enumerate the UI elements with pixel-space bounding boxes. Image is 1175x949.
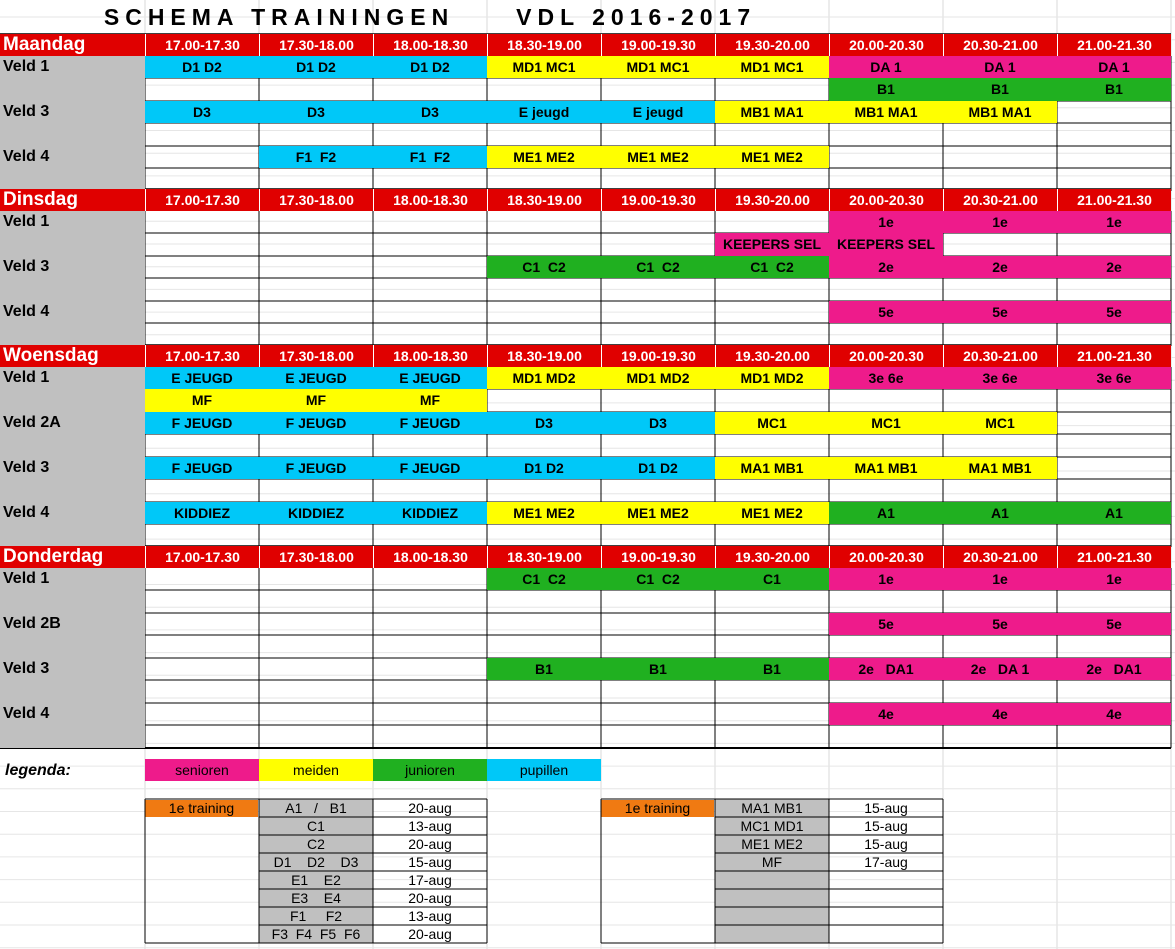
training-slot[interactable]: D1 D2 xyxy=(601,457,715,479)
time-slot-header: 18.00-18.30 xyxy=(373,189,487,211)
training-slot[interactable]: 4e xyxy=(943,703,1057,725)
time-slot-header: 17.00-17.30 xyxy=(145,345,259,367)
training-slot[interactable]: F JEUGD xyxy=(145,457,259,479)
first-training-label: 1e training xyxy=(601,800,714,817)
training-slot[interactable]: 5e xyxy=(943,613,1057,635)
time-slot-header: 17.30-18.00 xyxy=(259,345,373,367)
training-slot[interactable]: B1 xyxy=(487,658,601,680)
training-slot[interactable]: F JEUGD xyxy=(145,412,259,434)
time-slot-header: 19.30-20.00 xyxy=(715,345,829,367)
training-slot[interactable]: ME1 ME2 xyxy=(715,146,829,168)
training-slot[interactable]: KIDDIEZ xyxy=(145,502,259,524)
time-slot-header: 20.00-20.30 xyxy=(829,345,943,367)
training-slot[interactable]: 3e 6e xyxy=(829,367,943,389)
time-slot-header: 19.00-19.30 xyxy=(601,34,715,56)
training-slot[interactable]: 2e DA1 xyxy=(1057,658,1171,680)
training-slot[interactable]: MF xyxy=(373,389,487,412)
legend-label: legenda: xyxy=(5,762,71,779)
time-slot-header: 17.30-18.00 xyxy=(259,189,373,211)
training-slot[interactable]: 1e xyxy=(1057,568,1171,590)
training-slot[interactable]: D3 xyxy=(487,412,601,434)
training-slot[interactable]: MD1 MD2 xyxy=(487,367,601,389)
training-slot[interactable]: D1 D2 xyxy=(145,56,259,78)
teams-cell: F1 F2 xyxy=(289,908,343,924)
day-title-maandag: Maandag xyxy=(0,34,145,56)
training-slot[interactable]: MF xyxy=(145,389,259,412)
day-title-woensdag: Woensdag xyxy=(0,345,145,367)
training-slot[interactable]: MF xyxy=(259,389,373,412)
teams-cell: F3 F4 F5 F6 xyxy=(271,926,361,942)
legend-item-pupillen: pupillen xyxy=(487,759,601,781)
time-slot-header: 19.00-19.30 xyxy=(601,546,715,568)
teams-cell: MA1 MB1 xyxy=(741,800,803,816)
training-slot[interactable]: 2e DA 1 xyxy=(943,658,1057,680)
veld-label: Veld 2B xyxy=(3,615,61,632)
training-slot[interactable]: KEEPERS SEL xyxy=(829,233,943,256)
time-slot-header: 21.00-21.30 xyxy=(1057,345,1171,367)
time-slot-header: 20.30-21.00 xyxy=(943,345,1057,367)
time-slot-header: 18.00-18.30 xyxy=(373,34,487,56)
day-title-donderdag: Donderdag xyxy=(0,546,145,568)
sheet-title: SCHEMA TRAININGEN VDL 2016-2017 xyxy=(103,4,757,30)
training-slot[interactable]: KEEPERS SEL xyxy=(715,233,829,256)
training-slot[interactable]: DA 1 xyxy=(1057,56,1171,78)
time-slot-header: 18.30-19.00 xyxy=(487,34,601,56)
legend-item-senioren: senioren xyxy=(145,759,259,781)
time-slot-header: 20.30-21.00 xyxy=(943,189,1057,211)
training-slot[interactable]: B1 xyxy=(829,78,943,101)
training-slot[interactable]: KIDDIEZ xyxy=(259,502,373,524)
training-slot[interactable]: F JEUGD xyxy=(373,457,487,479)
time-slot-header: 21.00-21.30 xyxy=(1057,189,1171,211)
teams-cell: C2 xyxy=(307,836,325,852)
time-slot-header: 20.30-21.00 xyxy=(943,34,1057,56)
teams-cell: E3 E4 xyxy=(291,890,341,906)
training-slot[interactable]: F1 F2 xyxy=(259,146,373,168)
training-slot[interactable]: MA1 MB1 xyxy=(943,457,1057,479)
training-slot[interactable]: 1e xyxy=(943,211,1057,233)
veld-label: Veld 1 xyxy=(3,58,50,75)
training-slot[interactable]: ME1 ME2 xyxy=(715,502,829,524)
training-slot[interactable]: MD1 MC1 xyxy=(487,56,601,78)
date-cell: 20-aug xyxy=(408,926,452,942)
veld-label: Veld 4 xyxy=(3,148,50,165)
time-slot-header: 19.00-19.30 xyxy=(601,345,715,367)
training-slot[interactable]: DA 1 xyxy=(943,56,1057,78)
time-slot-header: 17.00-17.30 xyxy=(145,546,259,568)
training-slot[interactable]: B1 xyxy=(601,658,715,680)
training-slot[interactable]: MC1 xyxy=(715,412,829,434)
veld-label: Veld 3 xyxy=(3,103,50,120)
training-slot[interactable]: C1 C2 xyxy=(487,568,601,590)
teams-cell: MC1 MD1 xyxy=(740,818,804,834)
training-slot[interactable]: D3 xyxy=(145,101,259,123)
time-slot-header: 18.30-19.00 xyxy=(487,345,601,367)
training-slot[interactable]: A1 xyxy=(829,502,943,524)
training-slot[interactable]: ME1 ME2 xyxy=(601,502,715,524)
training-slot[interactable]: A1 xyxy=(1057,502,1171,524)
time-slot-header: 20.00-20.30 xyxy=(829,189,943,211)
time-slot-header: 18.30-19.00 xyxy=(487,189,601,211)
time-slot-header: 19.30-20.00 xyxy=(715,34,829,56)
time-slot-header: 21.00-21.30 xyxy=(1057,546,1171,568)
teams-cell: MF xyxy=(761,854,783,870)
time-slot-header: 18.00-18.30 xyxy=(373,345,487,367)
teams-cell: D1 D2 D3 xyxy=(273,854,359,870)
training-slot[interactable]: B1 xyxy=(715,658,829,680)
training-slot[interactable]: MD1 MD2 xyxy=(601,367,715,389)
veld-label: Veld 1 xyxy=(3,570,50,587)
date-cell: 17-aug xyxy=(408,872,452,888)
training-slot[interactable]: F JEUGD xyxy=(259,412,373,434)
training-slot[interactable]: 5e xyxy=(943,301,1057,323)
training-slot[interactable]: MD1 MD2 xyxy=(715,367,829,389)
training-slot[interactable]: B1 xyxy=(943,78,1057,101)
training-slot[interactable]: 1e xyxy=(943,568,1057,590)
time-slot-header: 20.00-20.30 xyxy=(829,34,943,56)
time-slot-header: 19.30-20.00 xyxy=(715,546,829,568)
date-cell: 15-aug xyxy=(864,800,908,816)
training-slot[interactable]: MD1 MC1 xyxy=(715,56,829,78)
training-slot[interactable]: C1 C2 xyxy=(601,568,715,590)
date-cell: 20-aug xyxy=(408,836,452,852)
training-slot[interactable]: 2e xyxy=(829,256,943,278)
date-cell: 15-aug xyxy=(864,836,908,852)
teams-cell: E1 E2 xyxy=(291,872,341,888)
time-slot-header: 19.30-20.00 xyxy=(715,189,829,211)
training-slot[interactable]: B1 xyxy=(1057,78,1171,101)
training-slot[interactable]: 3e 6e xyxy=(943,367,1057,389)
training-slot[interactable]: E jeugd xyxy=(487,101,601,123)
date-cell: 13-aug xyxy=(408,818,452,834)
veld-label: Veld 4 xyxy=(3,705,50,722)
training-slot[interactable]: MB1 MA1 xyxy=(943,101,1057,123)
training-slot[interactable]: 1e xyxy=(829,568,943,590)
time-slot-header: 18.00-18.30 xyxy=(373,546,487,568)
training-slot[interactable]: C1 xyxy=(715,568,829,590)
date-cell: 15-aug xyxy=(408,854,452,870)
training-slot[interactable]: D1 D2 xyxy=(259,56,373,78)
training-slot[interactable]: 5e xyxy=(829,613,943,635)
teams-cell: ME1 ME2 xyxy=(741,836,803,852)
training-slot[interactable]: MA1 MB1 xyxy=(829,457,943,479)
training-slot[interactable]: 2e xyxy=(1057,256,1171,278)
training-slot[interactable]: 2e xyxy=(943,256,1057,278)
training-slot[interactable]: E jeugd xyxy=(601,101,715,123)
date-cell: 20-aug xyxy=(408,800,452,816)
time-slot-header: 19.00-19.30 xyxy=(601,189,715,211)
training-slot[interactable]: D1 D2 xyxy=(487,457,601,479)
time-slot-header: 18.30-19.00 xyxy=(487,546,601,568)
training-slot[interactable]: D3 xyxy=(259,101,373,123)
training-slot[interactable]: 1e xyxy=(1057,211,1171,233)
date-cell: 15-aug xyxy=(864,818,908,834)
training-slot[interactable]: E JEUGD xyxy=(145,367,259,389)
veld-label: Veld 3 xyxy=(3,258,50,275)
training-slot[interactable]: E JEUGD xyxy=(373,367,487,389)
training-slot[interactable]: C1 C2 xyxy=(601,256,715,278)
training-slot[interactable]: ME1 ME2 xyxy=(601,146,715,168)
time-slot-header: 17.00-17.30 xyxy=(145,34,259,56)
training-slot[interactable]: C1 C2 xyxy=(715,256,829,278)
legend-item-meiden: meiden xyxy=(259,759,373,781)
training-slot[interactable]: A1 xyxy=(943,502,1057,524)
training-slot[interactable]: MC1 xyxy=(829,412,943,434)
veld-label: Veld 1 xyxy=(3,369,50,386)
training-slot[interactable]: DA 1 xyxy=(829,56,943,78)
training-slot[interactable]: MA1 MB1 xyxy=(715,457,829,479)
training-slot[interactable]: 2e DA1 xyxy=(829,658,943,680)
time-slot-header: 17.30-18.00 xyxy=(259,34,373,56)
veld-label: Veld 3 xyxy=(3,660,50,677)
first-training-label: 1e training xyxy=(145,800,258,817)
time-slot-header: 17.00-17.30 xyxy=(145,189,259,211)
date-cell: 17-aug xyxy=(864,854,908,870)
training-slot[interactable]: D3 xyxy=(601,412,715,434)
training-slot[interactable]: D3 xyxy=(373,101,487,123)
training-slot[interactable]: MD1 MC1 xyxy=(601,56,715,78)
training-slot[interactable]: 1e xyxy=(829,211,943,233)
teams-cell: C1 xyxy=(307,818,325,834)
day-title-dinsdag: Dinsdag xyxy=(0,189,145,211)
training-slot[interactable]: 5e xyxy=(1057,301,1171,323)
training-slot[interactable]: E JEUGD xyxy=(259,367,373,389)
training-slot[interactable]: MB1 MA1 xyxy=(829,101,943,123)
legend-item-junioren: junioren xyxy=(373,759,487,781)
teams-cell: A1 / B1 xyxy=(285,800,347,816)
training-slot[interactable]: 5e xyxy=(829,301,943,323)
training-slot[interactable]: F JEUGD xyxy=(259,457,373,479)
training-slot[interactable]: F1 F2 xyxy=(373,146,487,168)
training-slot[interactable]: 4e xyxy=(1057,703,1171,725)
training-slot[interactable]: MC1 xyxy=(943,412,1057,434)
training-slot[interactable]: C1 C2 xyxy=(487,256,601,278)
veld-label: Veld 1 xyxy=(3,213,50,230)
training-slot[interactable]: F JEUGD xyxy=(373,412,487,434)
training-slot[interactable]: 3e 6e xyxy=(1057,367,1171,389)
training-slot[interactable]: KIDDIEZ xyxy=(373,502,487,524)
time-slot-header: 20.30-21.00 xyxy=(943,546,1057,568)
time-slot-header: 20.00-20.30 xyxy=(829,546,943,568)
training-slot[interactable]: 4e xyxy=(829,703,943,725)
training-slot[interactable]: MB1 MA1 xyxy=(715,101,829,123)
veld-label: Veld 2A xyxy=(3,414,61,431)
training-slot[interactable]: ME1 ME2 xyxy=(487,502,601,524)
veld-label: Veld 3 xyxy=(3,459,50,476)
time-slot-header: 17.30-18.00 xyxy=(259,546,373,568)
training-slot[interactable]: D1 D2 xyxy=(373,56,487,78)
training-slot[interactable]: ME1 ME2 xyxy=(487,146,601,168)
training-slot[interactable]: 5e xyxy=(1057,613,1171,635)
veld-label: Veld 4 xyxy=(3,303,50,320)
date-cell: 20-aug xyxy=(408,890,452,906)
veld-label: Veld 4 xyxy=(3,504,50,521)
date-cell: 13-aug xyxy=(408,908,452,924)
time-slot-header: 21.00-21.30 xyxy=(1057,34,1171,56)
